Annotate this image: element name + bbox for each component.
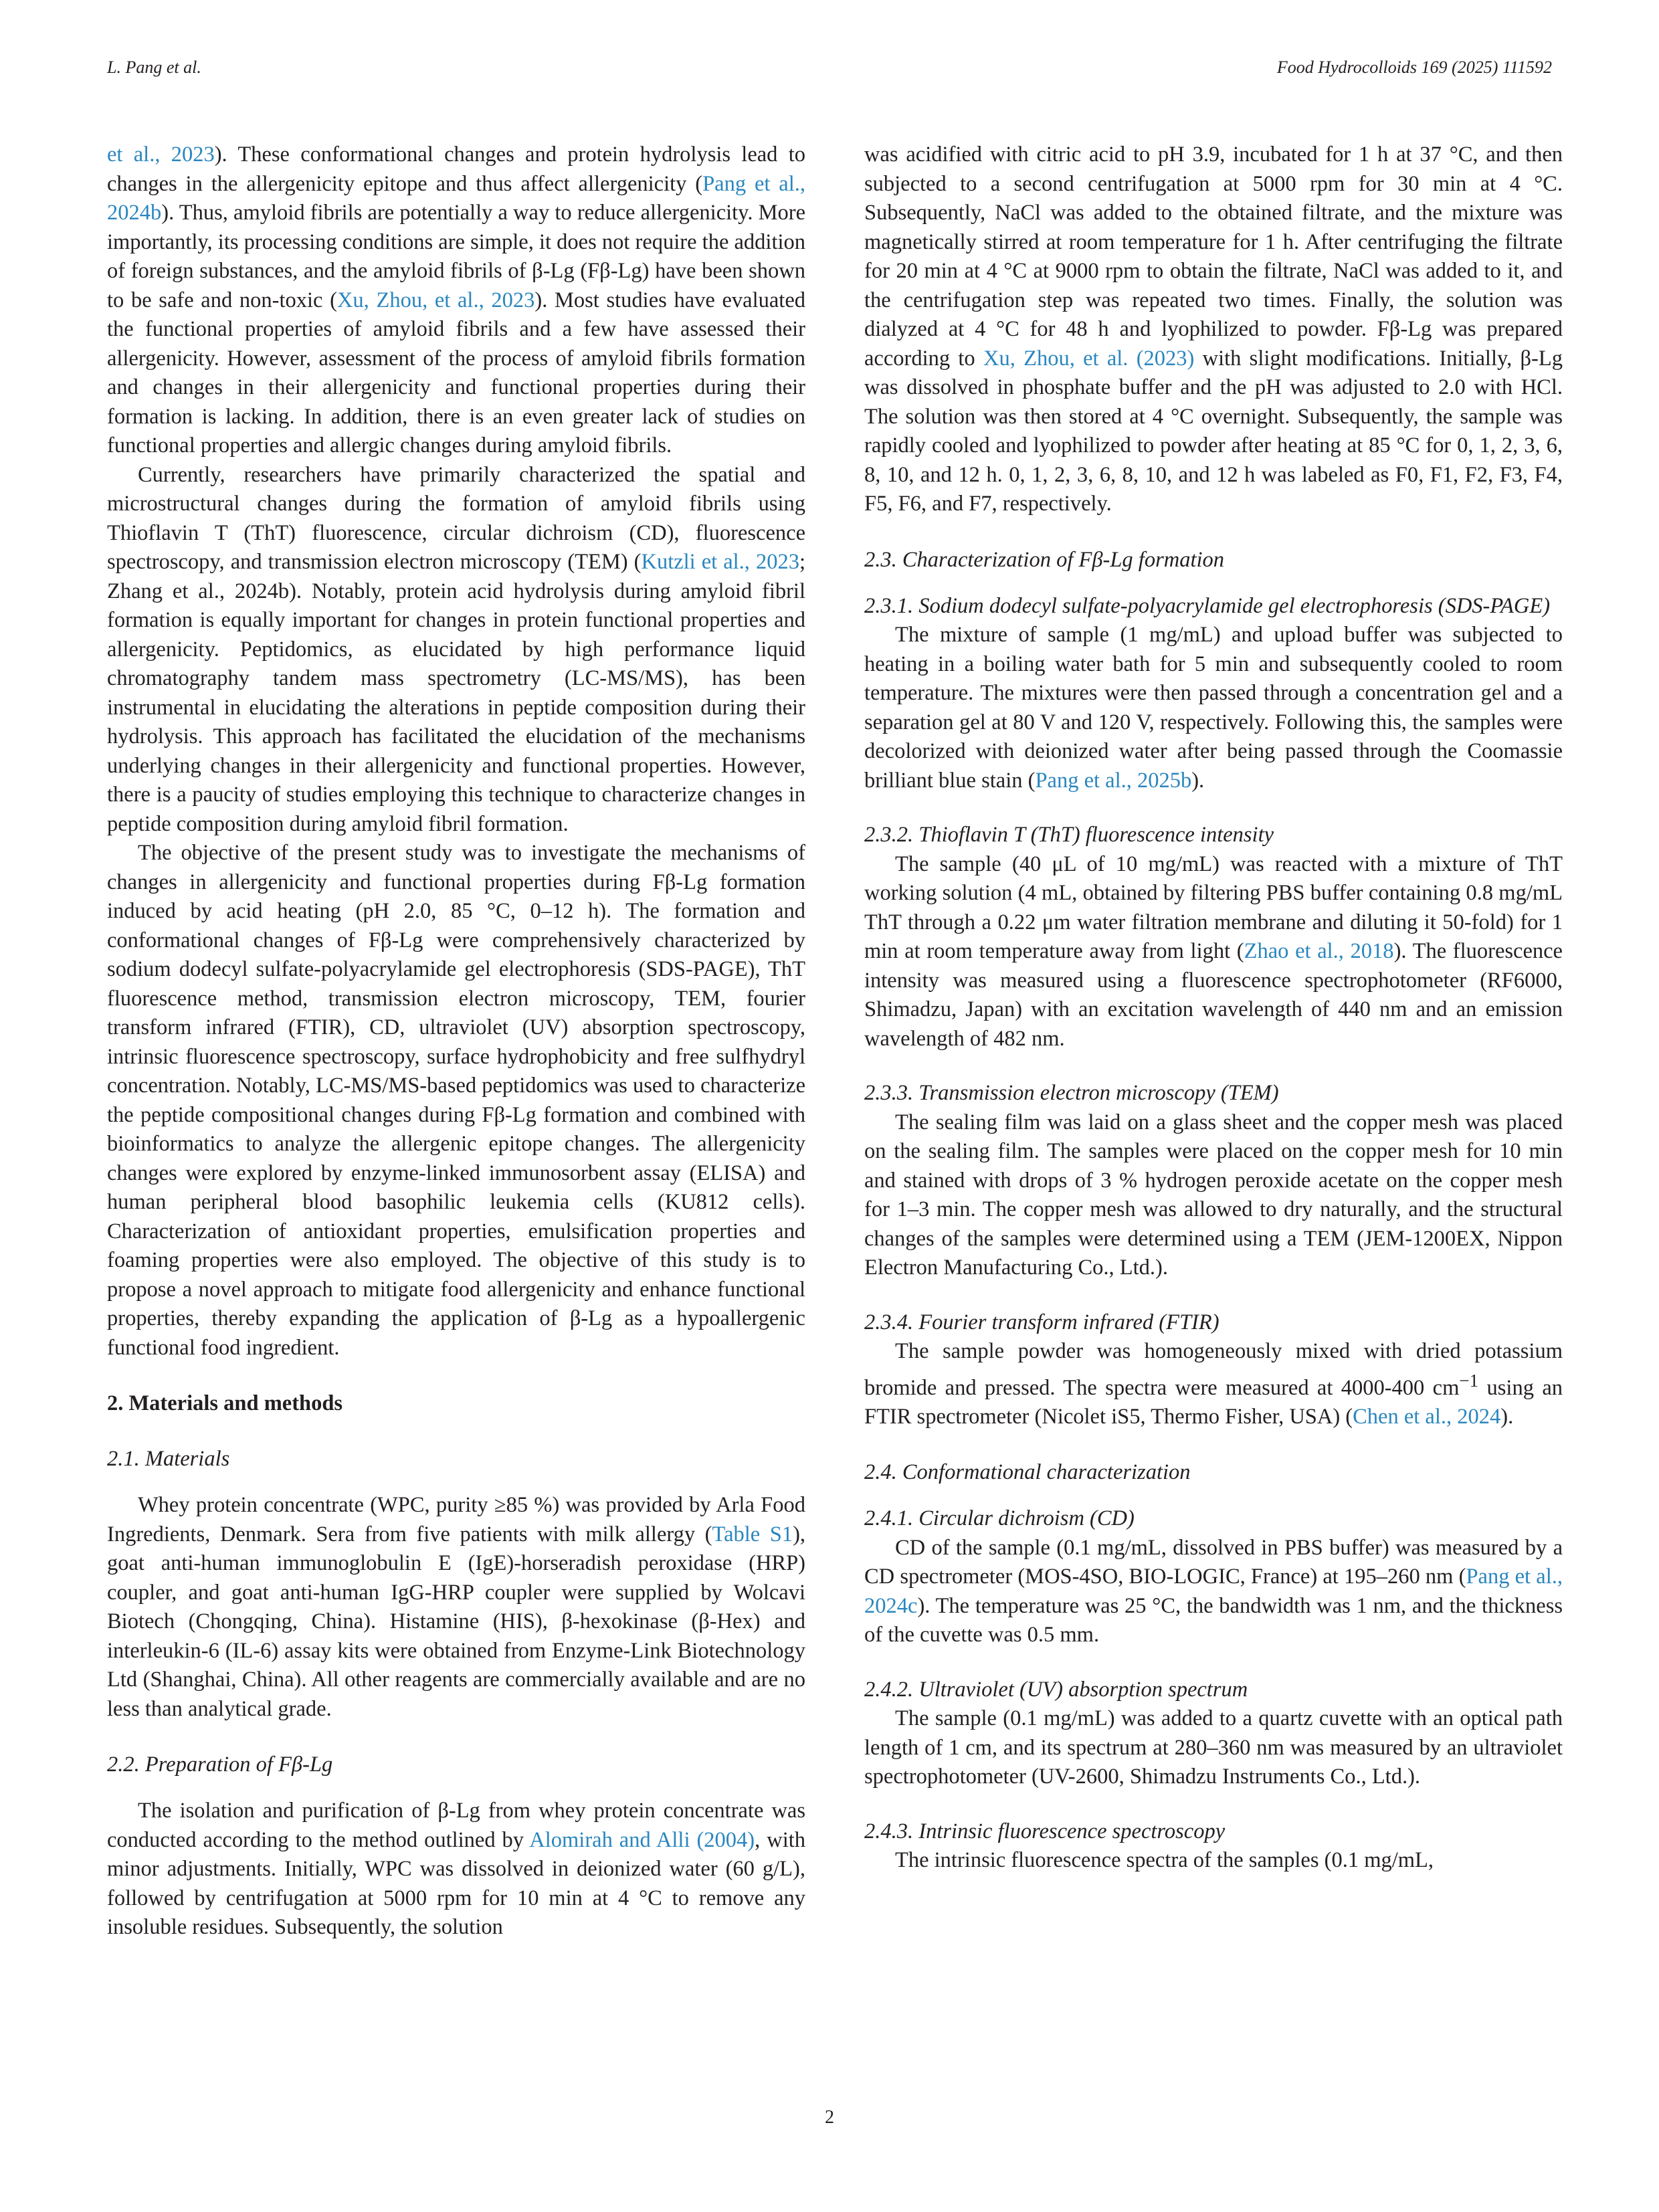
- paragraph-cd: CD of the sample (0.1 mg/mL, dissolved in PBS buffer) was measured by a CD spectrometer (MOS-4SO, BIO-LOGIC, France) at 195–260 nm (Pang et al., 2024c). The temperature was 25 °C, the bandwidth was 1 nm, and the thickness of the cuvette was 0.5 mm.: [864, 1535, 1563, 1647]
- paragraph-uv: The sample (0.1 mg/mL) was added to a quartz cuvette with an optical path length of 1 cm, and its spectrum at 280–360 nm was measured by an ultraviolet spectrophotometer (UV-2600, Shimadzu Instruments Co., Ltd.).: [864, 1706, 1563, 1789]
- left-column: [107, 140, 805, 1942]
- supplementary-table-link[interactable]: Table S1: [712, 1522, 793, 1546]
- subsubsection-heading-intrinsic-fluorescence: 2.4.3. Intrinsic fluorescence spectroscopy: [864, 1819, 1226, 1843]
- paragraph-ftir: The sample powder was homogeneously mixed with dried potassium bromide and pressed. The spectra were measured at 4000-400 $cm^{-1}$ using an FTIR spectrometer (Nicolet iS5, Thermo Fisher, USA) (Chen et al., 2024).: [864, 1339, 1563, 1429]
- citation-link[interactable]: Xu, Zhou, et al. (2023): [983, 346, 1195, 371]
- section-heading-materials-methods: 2. Materials and methods: [107, 1391, 343, 1415]
- header-journal-citation: Food Hydrocolloids 169 (2025) 111592: [1276, 58, 1552, 77]
- subsubsection-heading-tem: 2.3.3. Transmission electron microscopy (TEM): [864, 1081, 1279, 1105]
- paragraph-current-research: Currently, researchers have primarily characterized the spatial and microstructural changes during the formation of amyloid fibrils using Thioflavin T (ThT) fluorescence, circular dichroism (CD), fluorescence spectroscopy, and transmission electron microscopy (TEM) (Kutzli et al., 2023; Zhang et al., 2024b). Notably, protein acid hydrolysis during amyloid fibril formation is equally important for changes in protein functional properties and allergenicity. Peptidomics, as elucidated by high performance liquid chromatography tandem mass spectrometry (LC-MS/MS), has been instrumental in elucidating the alterations in peptide composition during their hydrolysis. This approach has facilitated the elucidation of the mechanisms underlying changes in their allergenicity and functional properties. However, there is a paucity of studies employing this technique to characterize changes in peptide composition during amyloid fibril formation.: [107, 462, 805, 836]
- page-number: 2: [825, 2107, 834, 2128]
- right-column: [864, 140, 1563, 1876]
- subsubsection-heading-uv: 2.4.2. Ultraviolet (UV) absorption spectrum: [864, 1677, 1248, 1702]
- paragraph-sds-page: The mixture of sample (1 mg/mL) and upload buffer was subjected to heating in a boiling water bath for 5 min and subsequently cooled to room temperature. The mixtures were then passed through a concentration gel and a separation gel at 80 V and 120 V, respectively. Following this, the samples were decolorized with deionized water after being passed through the Coomassie brilliant blue stain (Pang et al., 2025b).: [864, 623, 1563, 793]
- citation-link[interactable]: Pang et al., 2024b: [107, 171, 805, 225]
- citation-link[interactable]: Pang et al., 2025b: [1035, 768, 1192, 793]
- citation-link[interactable]: Pang et al., 2024c: [864, 1565, 1563, 1618]
- citation-link[interactable]: Zhao et al., 2018: [1244, 939, 1394, 963]
- subsection-heading-preparation: 2.2. Preparation of Fβ-Lg: [107, 1752, 333, 1777]
- paragraph-intro-continued: et al., 2023). These conformational changes and protein hydrolysis lead to changes in the allergenicity epitope and thus affect allergenicity (Pang et al., 2024b). Thus, amyloid fibrils are potentially a way to reduce allergenicity. More importantly, its processing conditions are simple, it does not require the addition of foreign substances, and the amyloid fibrils of β-Lg (Fβ-Lg) have been shown to be safe and non-toxic (Xu, Zhou, et al., 2023). Most studies have evaluated the functional properties of amyloid fibrils and a few have assessed their allergenicity. However, assessment of the process of amyloid fibrils formation and changes in their allergenicity and functional properties during their formation is lacking. In addition, there is an even greater lack of studies on functional properties and allergic changes during amyloid fibrils.: [107, 142, 806, 458]
- subsubsection-heading-ftir: 2.3.4. Fourier transform infrared (FTIR): [864, 1310, 1219, 1334]
- citation-link[interactable]: et al., 2023: [107, 142, 215, 167]
- paragraph-preparation-continued: was acidified with citric acid to pH 3.9, incubated for 1 h at 37 °C, and then subjected to a second centrifugation at 5000 rpm for 30 min at 4 °C. Subsequently, NaCl was added to the obtained filtrate, and the mixture was magnetically stirred at room temperature for 1 h. After centrifuging the filtrate for 20 min at 4 °C at 9000 rpm to obtain the filtrate, NaCl was added to it, and the centrifugation step was repeated two times. Finally, the solution was dialyzed at 4 °C for 48 h and lyophilized to powder. Fβ-Lg was prepared according to Xu, Zhou, et al. (2023) with slight modifications. Initially, β-Lg was dissolved in phosphate buffer and the pH was adjusted to 2.0 with HCl. The solution was then stored at 4 °C overnight. Subsequently, the sample was rapidly cooled and lyophilized to powder after heating at 85 °C for 0, 1, 2, 3, 6, 8, 10, and 12 h. 0, 1, 2, 3, 6, 8, 10, and 12 h was labeled as F0, F1, F2, F3, F4, F5, F6, and F7, respectively.: [864, 142, 1563, 516]
- paragraph-preparation: The isolation and purification of β-Lg from whey protein concentrate was conducted according to the method outlined by Alomirah and Alli (2004), with minor adjustments. Initially, WPC was dissolved in deionized water (60 g/L), followed by centrifugation at 5000 rpm for 10 min at 4 °C to remove any insoluble residues. Subsequently, the solution: [107, 1799, 805, 1939]
- header-authors: L. Pang et al.: [107, 58, 201, 77]
- subsection-heading-materials: 2.1. Materials: [107, 1447, 230, 1471]
- subsubsection-heading-sds-page: 2.3.1. Sodium dodecyl sulfate-polyacrylamide gel electrophoresis (SDS-PAGE): [864, 593, 1551, 618]
- subsection-heading-characterization: 2.3. Characterization of Fβ-Lg formation: [864, 547, 1225, 572]
- subsubsection-heading-tht: 2.3.2. Thioflavin T (ThT) fluorescence intensity: [864, 823, 1274, 847]
- paragraph-objective: The objective of the present study was to investigate the mechanisms of changes in allergenicity and functional properties during Fβ-Lg formation induced by acid heating (pH 2.0, 85 °C, 0–12 h). The formation and conformational changes of Fβ-Lg were comprehensively characterized by sodium dodecyl sulfate-polyacrylamide gel electrophoresis (SDS-PAGE), ThT fluorescence method, transmission electron microscopy, TEM, fourier transform infrared (FTIR), CD, ultraviolet (UV) absorption spectroscopy, intrinsic fluorescence spectroscopy, surface hydrophobicity and free sulfhydryl concentration. Notably, LC-MS/MS-based peptidomics was used to characterize the peptide compositional changes during Fβ-Lg formation and combined with bioinformatics to analyze the allergenic epitope changes. The allergenicity changes were explored by enzyme-linked immunosorbent assay (ELISA) and human peripheral blood basophilic leukemia cells (KU812 cells). Characterization of antioxidant properties, emulsification properties and foaming properties were also employed. The objective of this study is to propose a novel approach to mitigate food allergenicity and enhance functional properties, thereby expanding the application of β-Lg as a hypoallergenic functional food ingredient.: [107, 841, 805, 1360]
- subsubsection-heading-cd: 2.4.1. Circular dichroism (CD): [864, 1506, 1135, 1531]
- paragraph-tem: The sealing film was laid on a glass sheet and the copper mesh was placed on the sealing film. The samples were placed on the copper mesh for 10 min and stained with drops of 3 % hydrogen peroxide acetate on the copper mesh for 1–3 min. The copper mesh was allowed to dry naturally, and the structural changes of the samples were determined using a TEM (JEM-1200EX, Nippon Electron Manufacturing Co., Ltd.).: [864, 1110, 1563, 1280]
- superscript: −1: [1459, 1370, 1479, 1391]
- subsection-heading-conformational: 2.4. Conformational characterization: [864, 1460, 1191, 1485]
- paragraph-tht: The sample (40 μL of 10 mg/mL) was reacted with a mixture of ThT working solution (4 mL, obtained by filtering PBS buffer containing 0.8 mg/mL ThT through a 0.22 μm water filtration membrane and diluting it 50-fold) for 1 min at room temperature away from light (Zhao et al., 2018). The fluorescence intensity was measured using a fluorescence spectrophotometer (RF6000, Shimadzu, Japan) with an excitation wavelength of 440 nm and an emission wavelength of 482 nm.: [864, 851, 1563, 1051]
- citation-link[interactable]: Kutzli et al., 2023: [641, 550, 799, 574]
- citation-link[interactable]: Xu, Zhou, et al., 2023: [336, 288, 535, 312]
- running-header: [107, 58, 1552, 84]
- paragraph-materials: Whey protein concentrate (WPC, purity ≥85 %) was provided by Arla Food Ingredients, Denmark. Sera from five patients with milk allergy (Table S1), goat anti-human immunoglobulin E (IgE)-horseradish peroxidase (HRP) coupler, and goat anti-human IgG-HRP coupler were supplied by Wolcavi Biotech (Chongqing, China). Histamine (HIS), β-hexokinase (β-Hex) and interleukin-6 (IL-6) assay kits were obtained from Enzyme-Link Biotechnology Ltd (Shanghai, China). All other reagents are commercially available and are no less than analytical grade.: [107, 1493, 806, 1721]
- paragraph-intrinsic-fluorescence: The intrinsic fluorescence spectra of the samples (0.1 mg/mL,: [895, 1848, 1434, 1873]
- citation-link[interactable]: Chen et al., 2024: [1353, 1404, 1501, 1429]
- citation-link[interactable]: Alomirah and Alli (2004): [529, 1827, 755, 1852]
